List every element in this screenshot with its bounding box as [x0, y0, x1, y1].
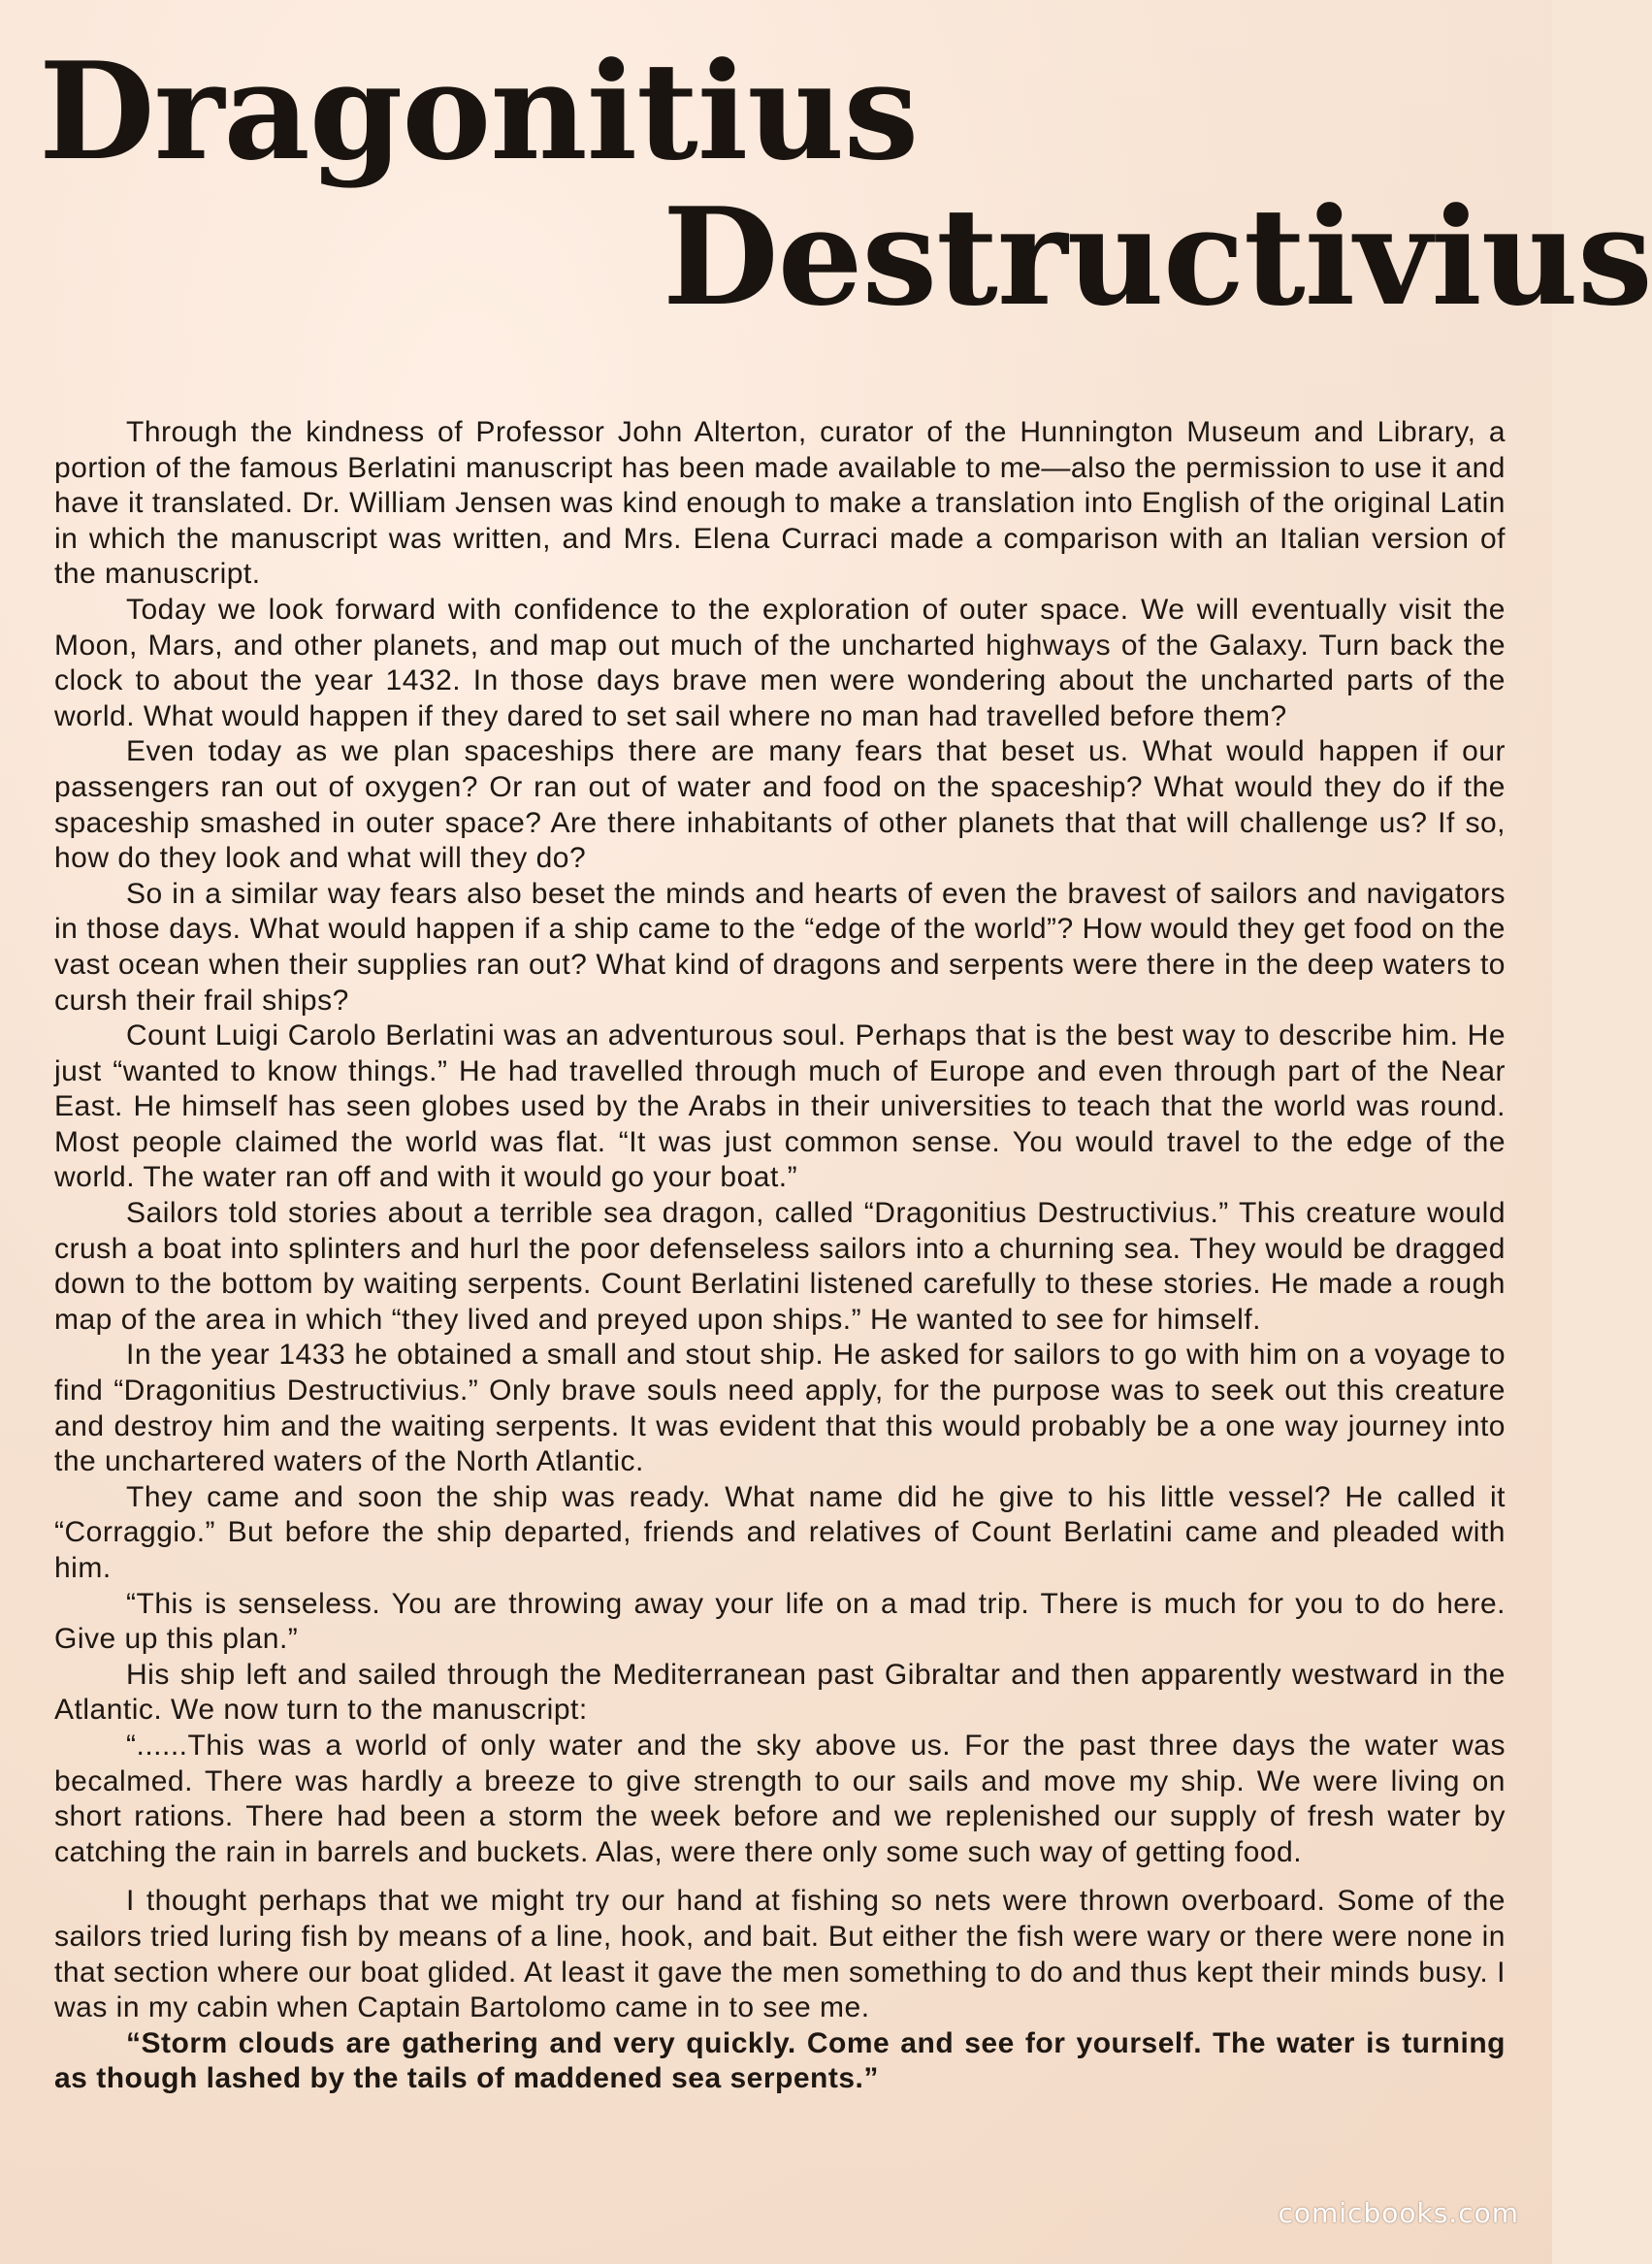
title-line-2: Destructivius — [663, 178, 1652, 336]
paragraph: So in a similar way fears also beset the minds and hearts of even the bravest of sailors and navigators in those days. What would happen if a ship came to the “edge of the world”? How would they get food on the vast ocean when their supplies ran out? What kind of dragons and serpents were there in the deep waters to cursh their frail ships? — [54, 877, 1506, 1017]
paragraph: They came and soon the ship was ready. What name did he give to his little vessel? He called it “Corraggio.” But before the ship departed, friends and relatives of Count Berlatini came and pleaded with him. — [54, 1480, 1506, 1584]
paragraph: Through the kindness of Professor John Alterton, curator of the Hunnington Museum and Library, a portion of the famous Berlatini manuscript has been made available to me—also the permission to use it and have it translated. Dr. William Jensen was kind enough to make a translation into English of the original Latin in which the manuscript was written, and Mrs. Elena Curraci made a comparison with an Italian version of the manuscript. — [54, 416, 1506, 591]
article-body — [54, 415, 1506, 2097]
paragraph: Even today as we plan spaceships there are many fears that beset us. What would happen if our passengers ran out of oxygen? Or ran out of water and food on the spaceship? What would they do if the spaceship smashed in outer space? Are there inhabitants of other planets that that will challenge us? If so, how do they look and what will they do? — [54, 735, 1506, 875]
paragraph: I thought perhaps that we might try our hand at fishing so nets were thrown overboard. Some of the sailors tried luring fish by means of a line, hook, and bait. But either the fish were wary or there were none in that section where our boat glided. At least it gave the men something to do and thus kept their minds busy. I was in my cabin when Captain Bartolomo came in to see me. — [54, 1885, 1506, 2024]
site-watermark: comicbooks.com — [1278, 2197, 1519, 2229]
paragraph: “......This was a world of only water and the sky above us. For the past three days the water was becalmed. There was hardly a breeze to give strength to our sails and move my ship. We were living on short rations. There had been a storm the week before and we replenished our supply of fresh water by catching the rain in barrels and buckets. Alas, were there only some such way of getting food. — [54, 1729, 1506, 1868]
paragraph: His ship left and sailed through the Mediterranean past Gibraltar and then apparently westward in the Atlantic. We now turn to the manuscript: — [54, 1658, 1506, 1727]
paragraph: “Storm clouds are gathering and very quickly. Come and see for yourself. The water is turning as though lashed by the tails of maddened sea serpents.” — [54, 2026, 1506, 2095]
paragraph: Sailors told stories about a terrible sea dragon, called “Dragonitius Destructivius.” This creature would crush a boat into splinters and hurl the poor defenseless sailors into a churning sea. They would be dragged down to the bottom by waiting serpents. Count Berlatini listened carefully to these stories. He made a rough map of the area in which “they lived and preyed upon ships.” He wanted to see for himself. — [54, 1197, 1506, 1336]
paragraph: Today we look forward with confidence to the exploration of outer space. We will eventually visit the Moon, Mars, and other planets, and map out much of the uncharted highways of the Galaxy. Turn back the clock to about the year 1432. In those days brave men were wondering about the uncharted parts of the world. What would happen if they dared to set sail where no man had travelled before them? — [54, 593, 1506, 732]
paragraph: “This is senseless. You are throwing away your life on a mad trip. There is much for you to do here. Give up this plan.” — [54, 1587, 1506, 1656]
paragraph: In the year 1433 he obtained a small and stout ship. He asked for sailors to go with him on a voyage to find “Dragonitius Destructivius.” Only brave souls need apply, for the purpose was to seek out this creature and destroy him and the waiting serpents. It was evident that this would probably be a one way journey into the unchartered waters of the North Atlantic. — [54, 1339, 1506, 1478]
paragraph: Count Luigi Carolo Berlatini was an adventurous soul. Perhaps that is the best way to describe him. He just “wanted to know things.” He had travelled through much of Europe and even through part of the Near East. He himself has seen globes used by the Arabs in their universities to teach that the world was round. Most people claimed the world was flat. “It was just common sense. You would travel to the edge of the world. The water ran off and with it would go your boat.” — [54, 1019, 1506, 1194]
title-line-1: Dragonitius — [39, 32, 919, 190]
